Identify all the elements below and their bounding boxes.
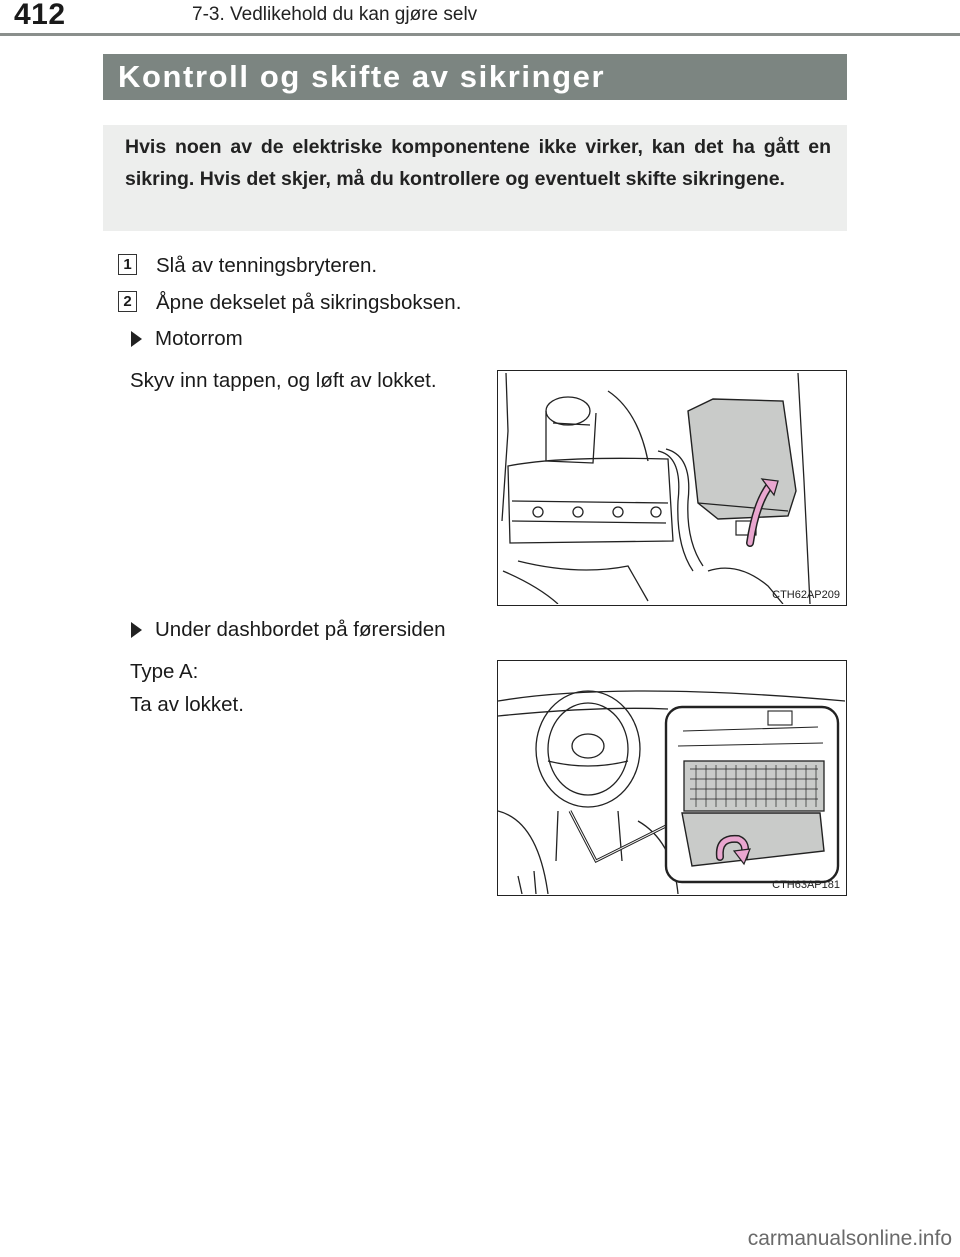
section-header: 7-3. Vedlikehold du kan gjøre selv: [192, 4, 478, 25]
intro-text: Hvis noen av de elektriske komponentene ikke virker, kan det ha gått en sikring. Hvis det skjer, må du kontrollere og eventuelt skifte sikringene.: [125, 136, 831, 190]
bullet-triangle-icon: [131, 331, 142, 347]
instruction-engine: Skyv inn tappen, og løft av lokket.: [130, 369, 437, 392]
intro-box: [103, 125, 847, 231]
watermark-text: carmanualsonline.info: [747, 1227, 952, 1250]
figure-engine-fuse-box: [497, 370, 847, 606]
step-number-1: 1: [118, 254, 137, 275]
section-heading-engine: Motorrom: [155, 327, 243, 350]
fuse-block: [684, 761, 824, 811]
page-number: 412: [14, 0, 66, 31]
figure-dashboard-fuse-box: [497, 660, 847, 896]
engine-illustration: [498, 371, 845, 604]
step-text-1: Slå av tenningsbryteren.: [156, 254, 378, 277]
section-heading-dashboard: Under dashbordet på førersiden: [155, 618, 446, 641]
fuse-box-cover: [688, 399, 796, 519]
bullet-triangle-icon: [131, 622, 142, 638]
figure-code: CTH63AP181: [772, 879, 840, 891]
instruction-dashboard: Ta av lokket.: [130, 693, 244, 716]
dashboard-illustration: [498, 661, 845, 894]
header-divider: [0, 33, 960, 36]
step-text-2: Åpne dekselet på sikringsboksen.: [156, 291, 462, 314]
instruction-type-label: Type A:: [130, 660, 199, 683]
figure-code: CTH62AP209: [772, 589, 840, 601]
step-number-2: 2: [118, 291, 137, 312]
page-title: Kontroll og skifte av sikringer: [103, 54, 847, 100]
